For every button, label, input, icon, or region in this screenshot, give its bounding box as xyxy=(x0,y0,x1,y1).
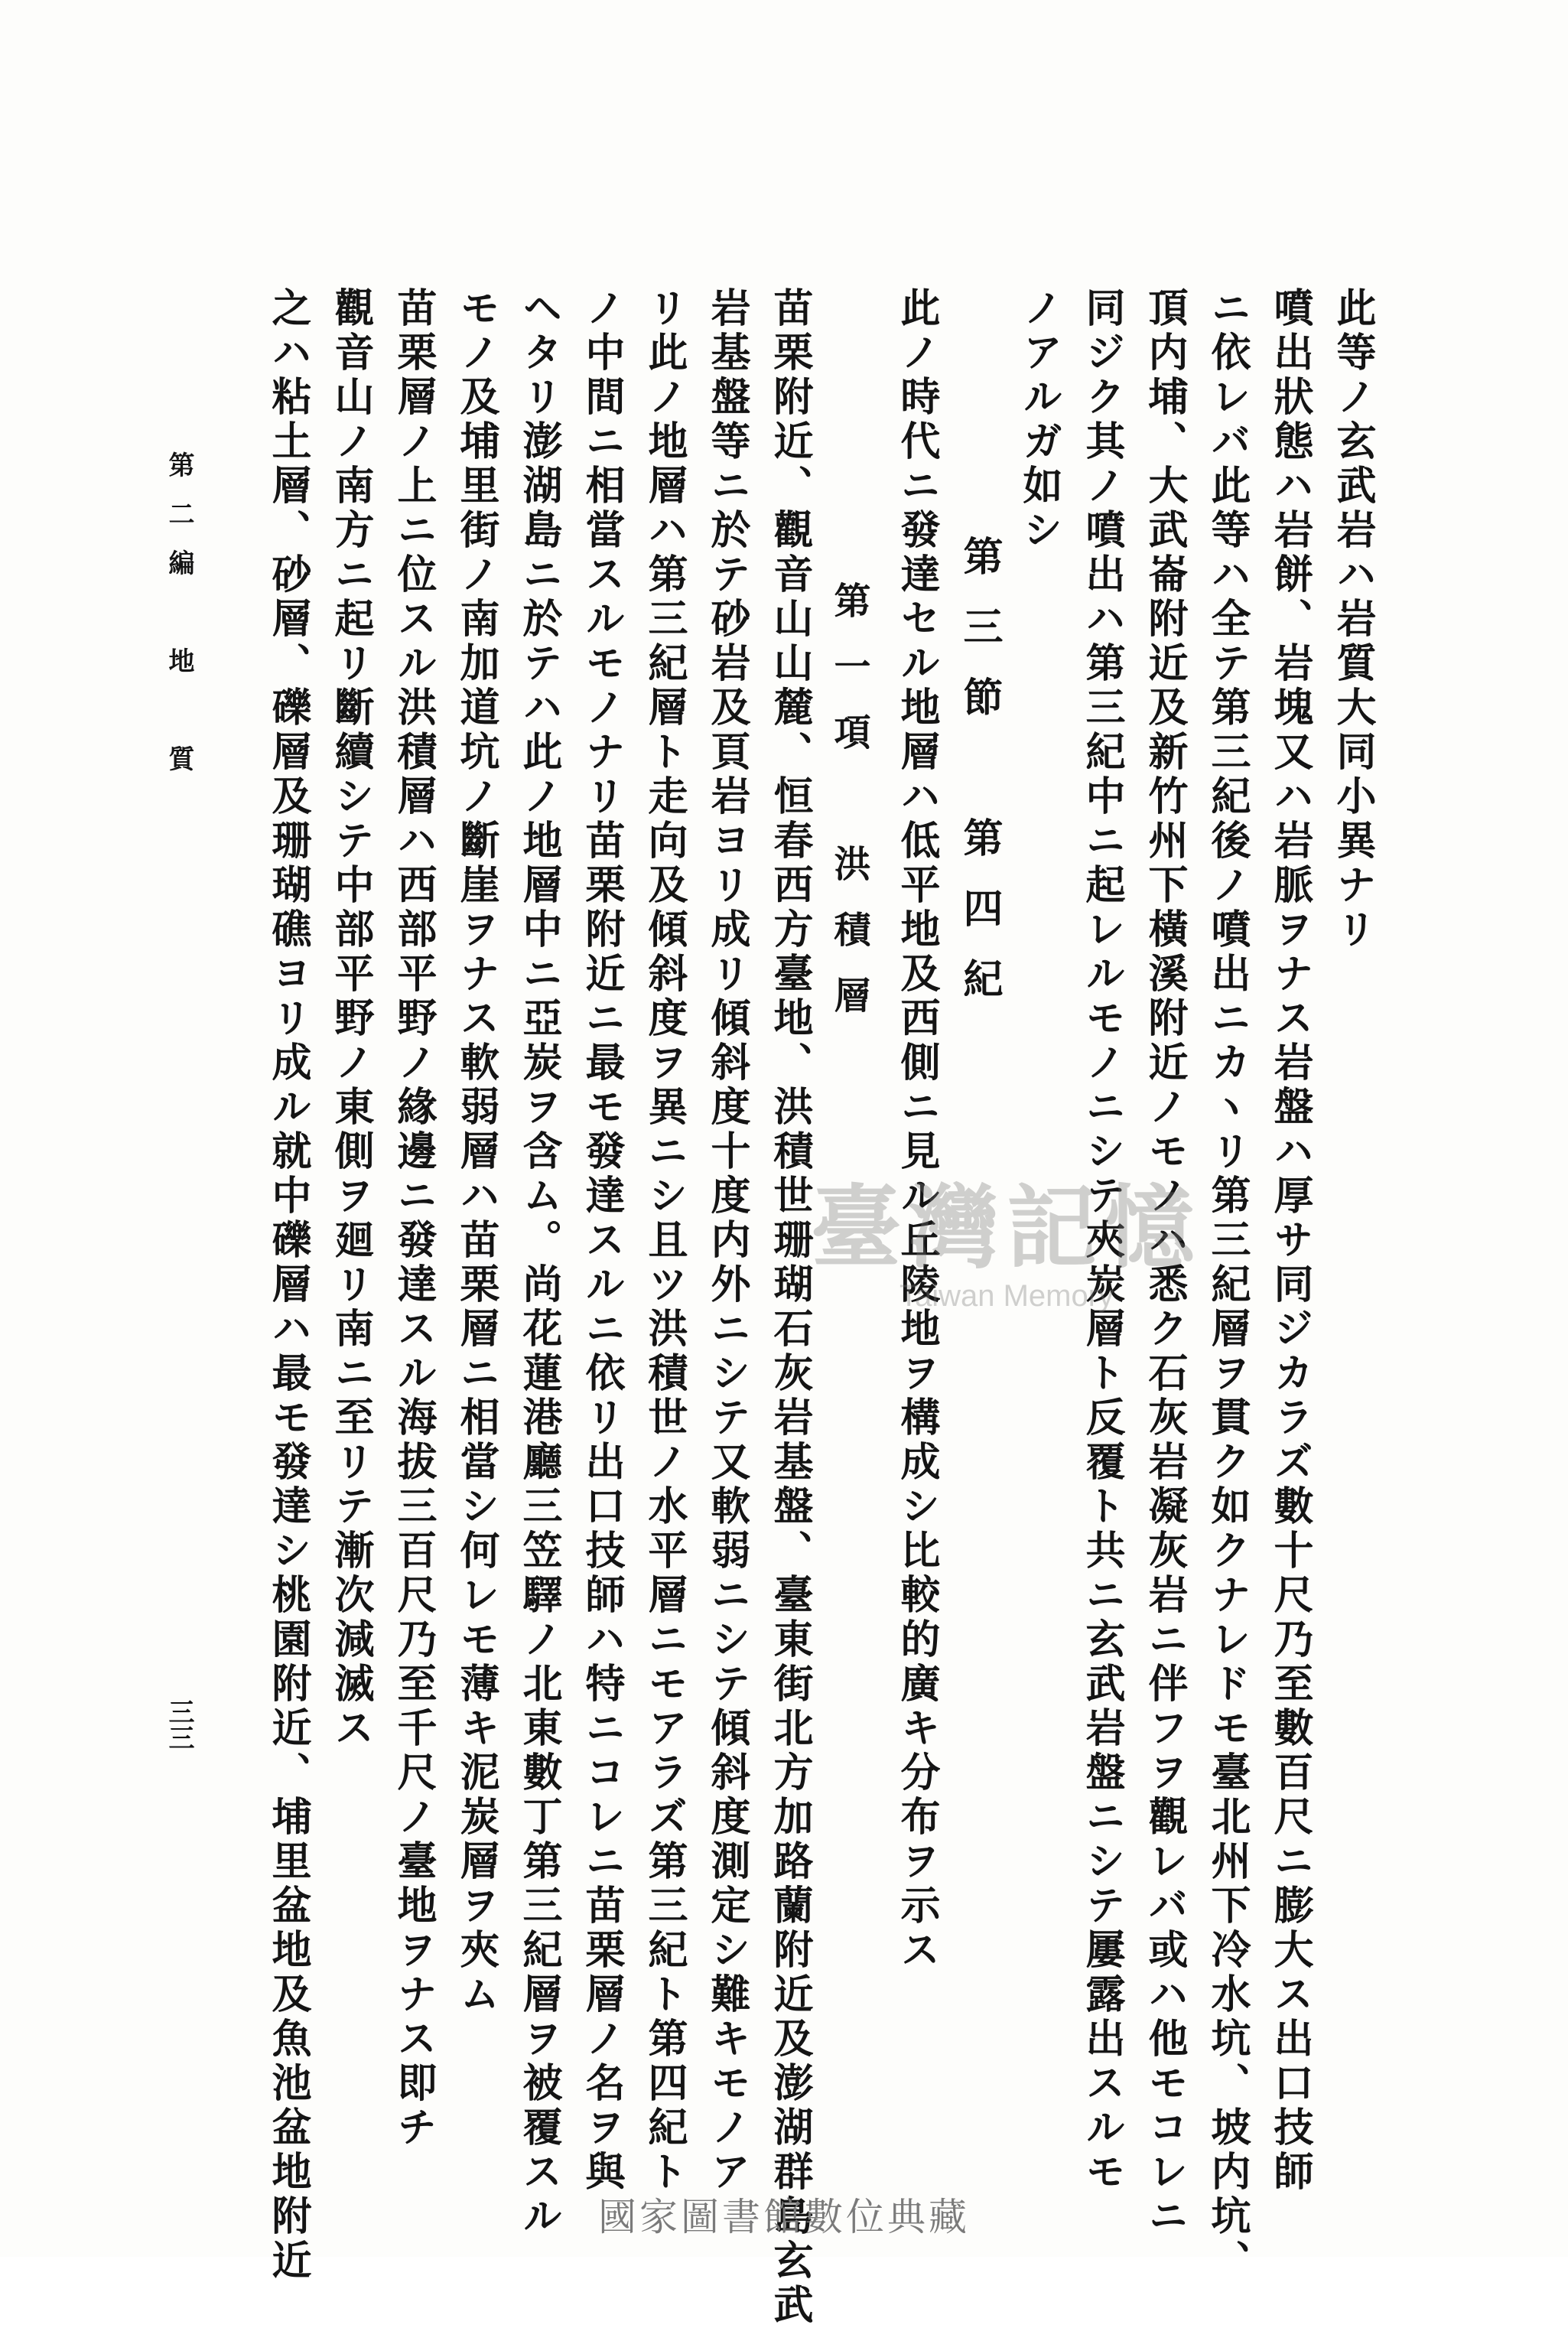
section-intro: 此ノ時代ニ發達セル地層ハ低平地及西側ニ見ル丘陵地ヲ構成シ比較的廣キ分布ヲ示ス xyxy=(893,287,940,1973)
text-column-3: ニ依レバ此等ハ全テ第三紀後ノ噴出ニカヽリ第三紀層ヲ貫ク如クナレドモ臺北州下冷水坑、坡内坑、 xyxy=(1204,287,1251,2284)
body-column-2: 岩基盤等ニ於テ砂岩及頁岩ヨリ成リ傾斜度十度内外ニシテ又軟弱ニシテ傾斜度測定シ難キモノア xyxy=(704,287,750,2195)
text-column-4: 頂内埔、大武崙附近及新竹州下橫溪附近ノモノハ悉ク石灰岩凝灰岩ニ伴フヲ觀レバ或ハ他モコレニ xyxy=(1141,287,1188,2239)
subsection-heading: 第一項 洪積層 xyxy=(828,581,870,1042)
watermark-chinese: 臺灣記憶 xyxy=(811,1174,1203,1281)
text-column-1: 此等ノ玄武岩ハ岩質大同小異ナリ xyxy=(1329,287,1376,952)
body-column-9: 之ハ粘土層、砂層、礫層及珊瑚礁ヨリ成ル就中礫層ハ最モ發達シ桃園附近、埔里盆地及魚池盆地附近 xyxy=(265,287,311,2284)
text-column-2: 噴出狀態ハ岩餅、岩塊又ハ岩脈ヲナス岩盤ハ厚サ同ジカラズ數十尺乃至數百尺ニ膨大ス出口技師 xyxy=(1267,287,1313,2195)
text-column-6: ノアルガ如シ xyxy=(1016,287,1062,553)
body-column-4: ノ中間ニ相當スルモノナリ苗栗附近ニ最モ發達スルニ依リ出口技師ハ特ニコレニ苗栗層ノ名ヲ與 xyxy=(578,287,625,2195)
section-heading: 第三節 第四紀 xyxy=(956,536,1003,1028)
body-column-6: モノ及埔里街ノ南加道坑ノ斷崖ヲナス軟弱層ハ苗栗層ニ相當シ何レモ薄キ泥炭層ヲ夾ム xyxy=(453,287,499,2017)
watermark-english: Taiwan Memory xyxy=(899,1279,1114,1313)
body-column-7: 苗栗層ノ上ニ位スル洪積層ハ西部平野ノ緣邊ニ發達スル海拔三百尺乃至千尺ノ臺地ヲナス即チ xyxy=(390,287,437,2151)
library-attribution: 國家圖書館數位典藏 xyxy=(598,2195,970,2239)
body-column-5: ヘタリ澎湖島ニ於テハ此ノ地層中ニ亞炭ヲ含ム。尚花蓮港廳三笠驛ノ北東數丁第三紀層ヲ被覆スル xyxy=(516,287,562,2239)
watermark-logo xyxy=(811,1155,1202,1314)
body-column-8: 觀音山ノ南方ニ起リ斷續シテ中部平野ノ東側ヲ廻リ南ニ至リテ漸次減滅ス xyxy=(327,287,374,1751)
body-column-3: リ此ノ地層ハ第三紀層ト走向及傾斜度ヲ異ニシ且ツ洪積世ノ水平層ニモアラズ第三紀ト第四紀ト xyxy=(641,287,688,2195)
text-column-5: 同ジク其ノ噴出ハ第三紀中ニ起レルモノニシテ夾炭層ト反覆ト共ニ玄武岩盤ニシテ屢露出スルモ xyxy=(1078,287,1125,2195)
running-footer: 第二編 地 質 xyxy=(164,451,194,794)
body-column-1: 苗栗附近、觀音山山麓、恒春西方臺地、洪積世珊瑚石灰岩基盤、臺東街北方加路蘭附近及澎湖群島玄武 xyxy=(766,287,813,2328)
page-number: 三三 xyxy=(164,1698,194,1750)
